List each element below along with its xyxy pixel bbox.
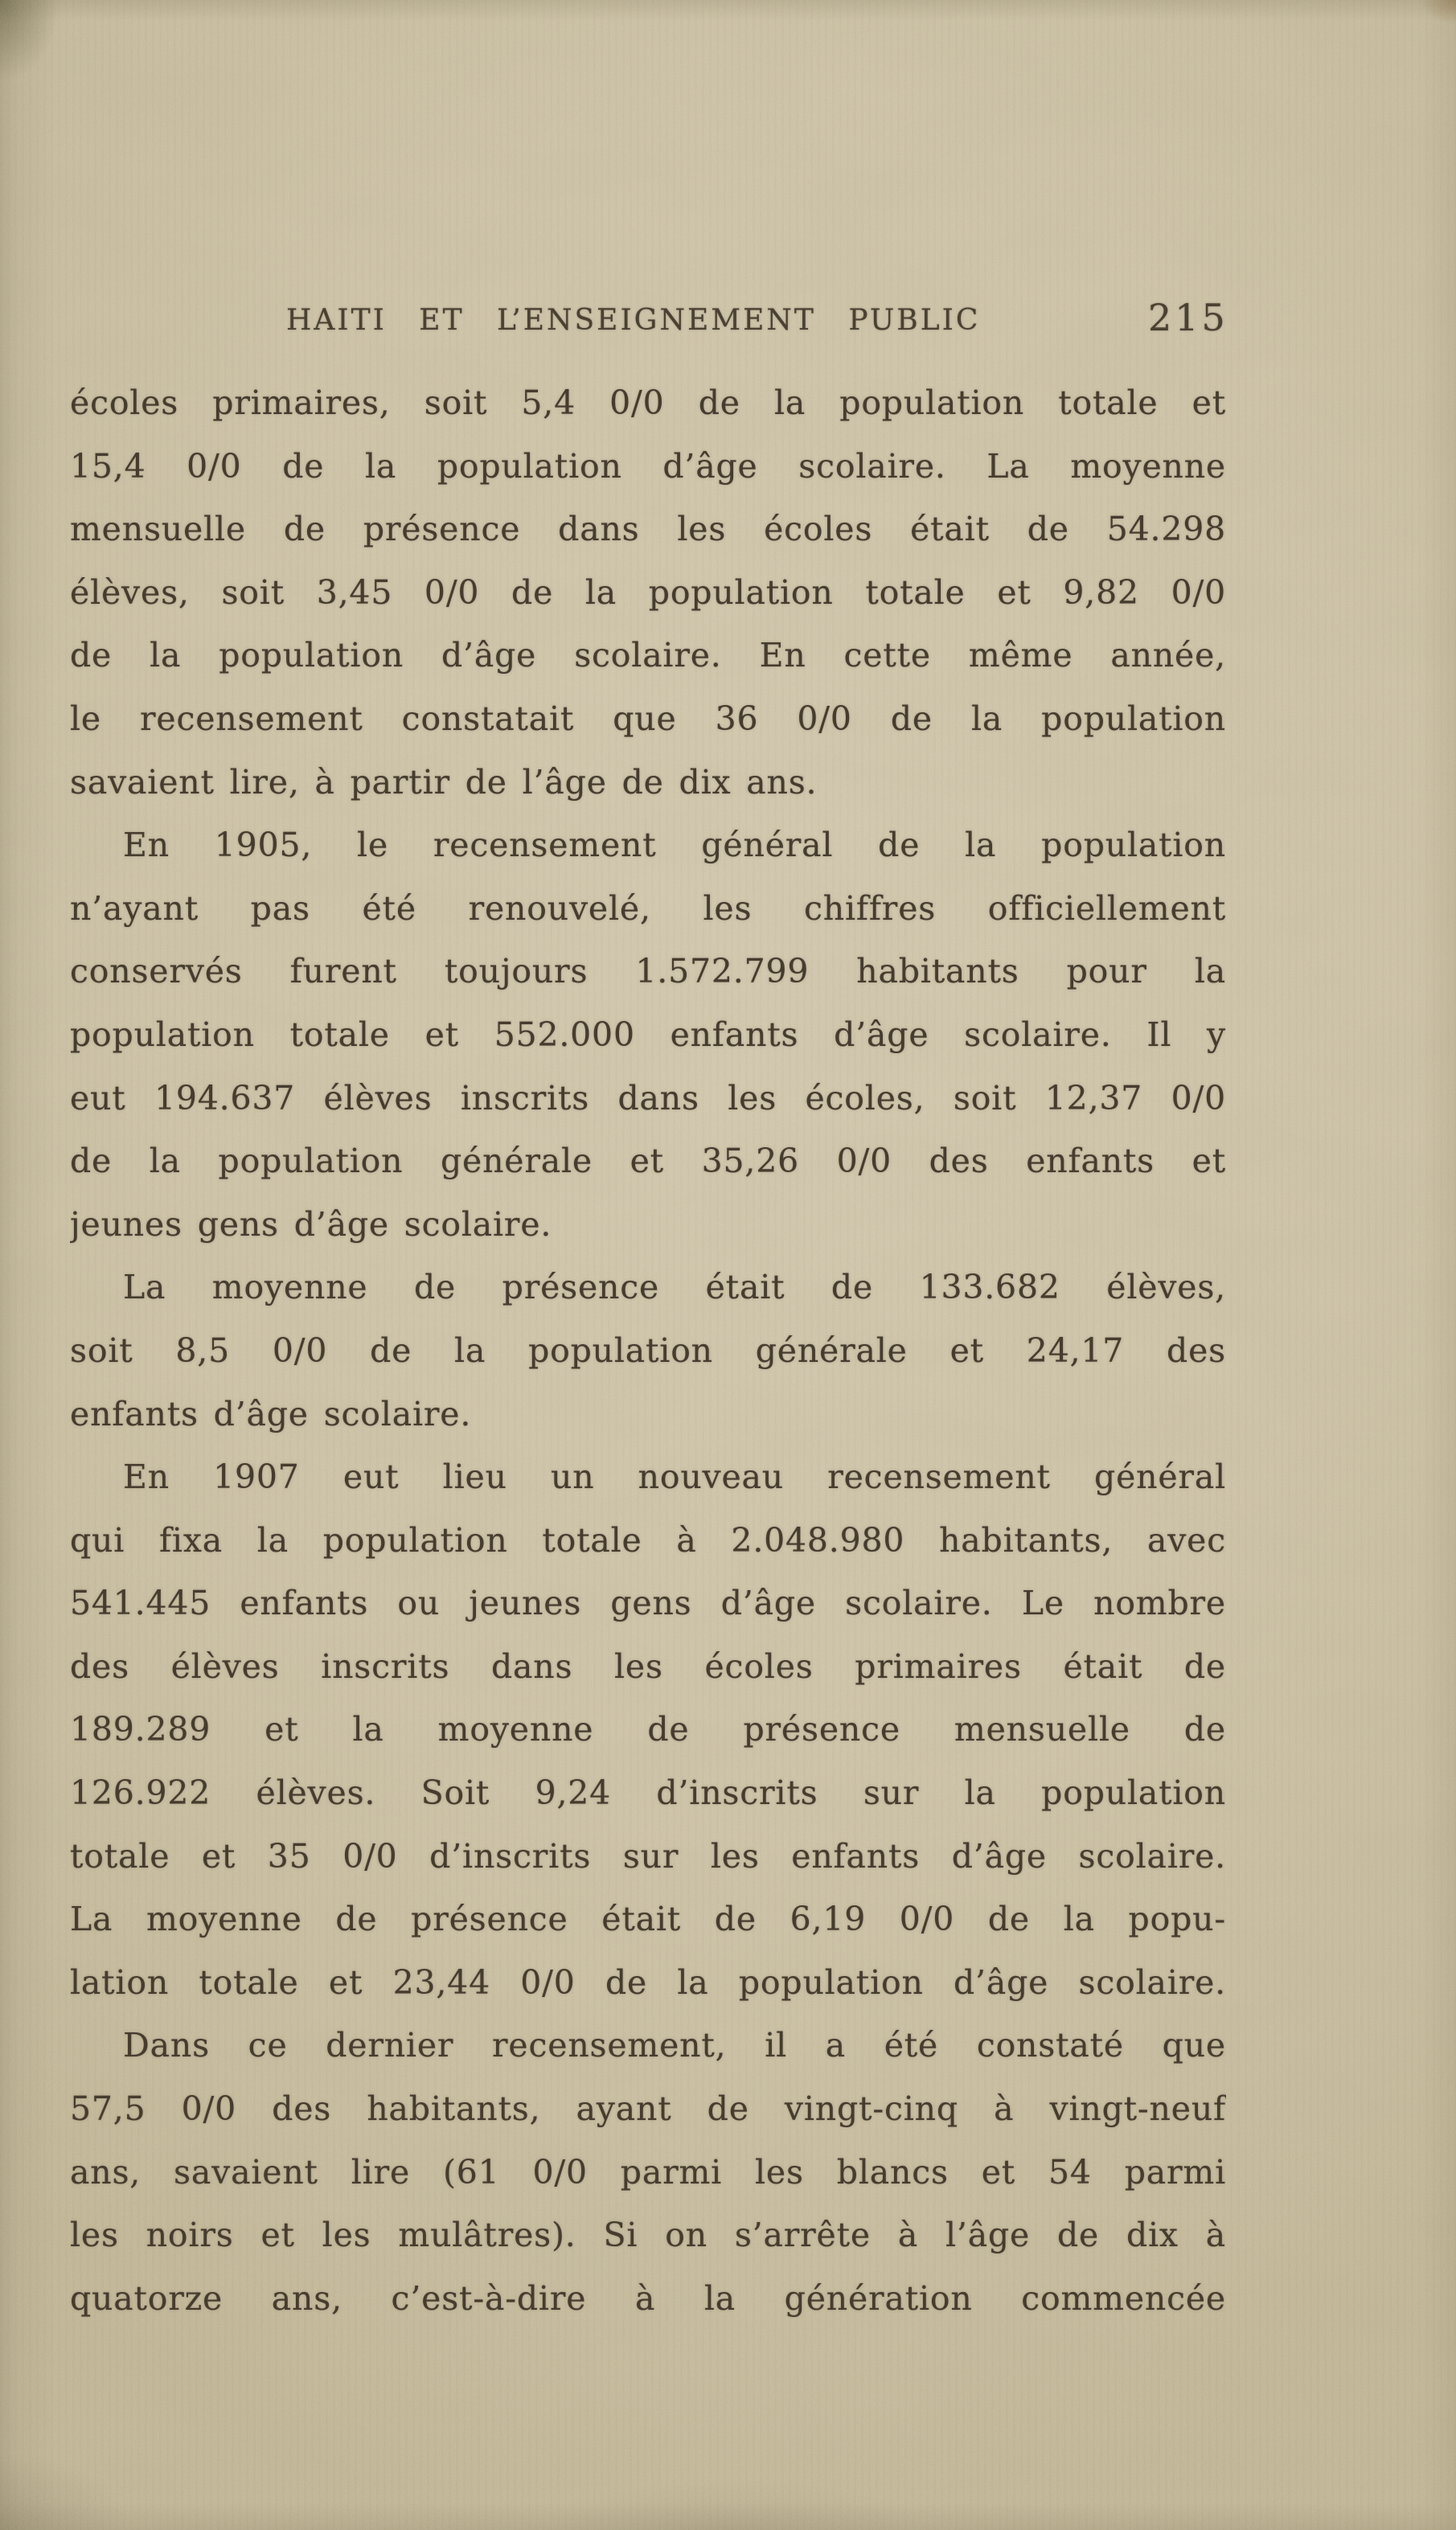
text-line: Dans ce dernier recensement, il a été constaté que: [123, 2026, 1226, 2065]
text-line: enfants d’âge scolaire.: [70, 1394, 472, 1433]
text-line: 541.445 enfants ou jeunes gens d’âge scolaire. Le nombre: [70, 1584, 1226, 1623]
text-line: mensuelle de présence dans les écoles était de 54.298: [70, 510, 1226, 549]
text-line: conservés furent toujours 1.572.799 habitants pour la: [70, 952, 1226, 991]
text-line: eut 194.637 élèves inscrits dans les écoles, soit 12,37 0/0: [70, 1078, 1226, 1117]
text-line: population totale et 552.000 enfants d’âge scolaire. Il y: [70, 1015, 1226, 1054]
text-line: qui fixa la population totale à 2.048.980 habitants, avec: [70, 1520, 1226, 1560]
text-line: 189.289 et la moyenne de présence mensuelle de: [70, 1710, 1226, 1749]
text-line: savaient lire, à partir de l’âge de dix ans.: [70, 762, 818, 802]
text-line: de la population générale et 35,26 0/0 des enfants et: [70, 1142, 1226, 1181]
text-line: écoles primaires, soit 5,4 0/0 de la population totale et: [70, 383, 1226, 422]
text-line: La moyenne de présence était de 6,19 0/0 de la popu-: [70, 1900, 1226, 1939]
text-line: 15,4 0/0 de la population d’âge scolaire. La moyenne: [70, 446, 1226, 486]
text-line: quatorze ans, c’est-à-dire à la génération commencée: [70, 2278, 1226, 2318]
page-text-block: [70, 371, 1226, 2330]
page-number: 215: [1148, 296, 1228, 339]
text-line: n’ayant pas été renouvelé, les chiffres officiellement: [70, 888, 1226, 928]
text-line: lation totale et 23,44 0/0 de la population d’âge scolaire.: [70, 1962, 1226, 2002]
text-line: En 1907 eut lieu un nouveau recensement général: [123, 1458, 1226, 1497]
text-line: totale et 35 0/0 d’inscrits sur les enfants d’âge scolaire.: [70, 1836, 1226, 1876]
text-line: 57,5 0/0 des habitants, ayant de vingt-cinq à vingt-neuf: [70, 2089, 1226, 2129]
text-line: soit 8,5 0/0 de la population générale et 24,17 des: [70, 1331, 1226, 1370]
text-line: élèves, soit 3,45 0/0 de la population totale et 9,82 0/0: [70, 572, 1226, 612]
text-line: 126.922 élèves. Soit 9,24 d’inscrits sur la population: [70, 1773, 1226, 1813]
text-line: les noirs et les mulâtres). Si on s’arrête à l’âge de dix à: [70, 2216, 1226, 2255]
text-line: En 1905, le recensement général de la population: [123, 826, 1226, 865]
running-header-title: HAITI ET L’ENSEIGNEMENT PUBLIC: [286, 304, 981, 337]
text-line: ans, savaient lire (61 0/0 parmi les blancs et 54 parmi: [70, 2152, 1226, 2192]
text-line: jeunes gens d’âge scolaire.: [70, 1204, 552, 1244]
text-line: des élèves inscrits dans les écoles primaires était de: [70, 1646, 1226, 1686]
text-line: le recensement constatait que 36 0/0 de la population: [70, 699, 1226, 738]
text-line: de la population d’âge scolaire. En cette même année,: [70, 636, 1226, 675]
text-line: La moyenne de présence était de 133.682 élèves,: [123, 1268, 1226, 1307]
